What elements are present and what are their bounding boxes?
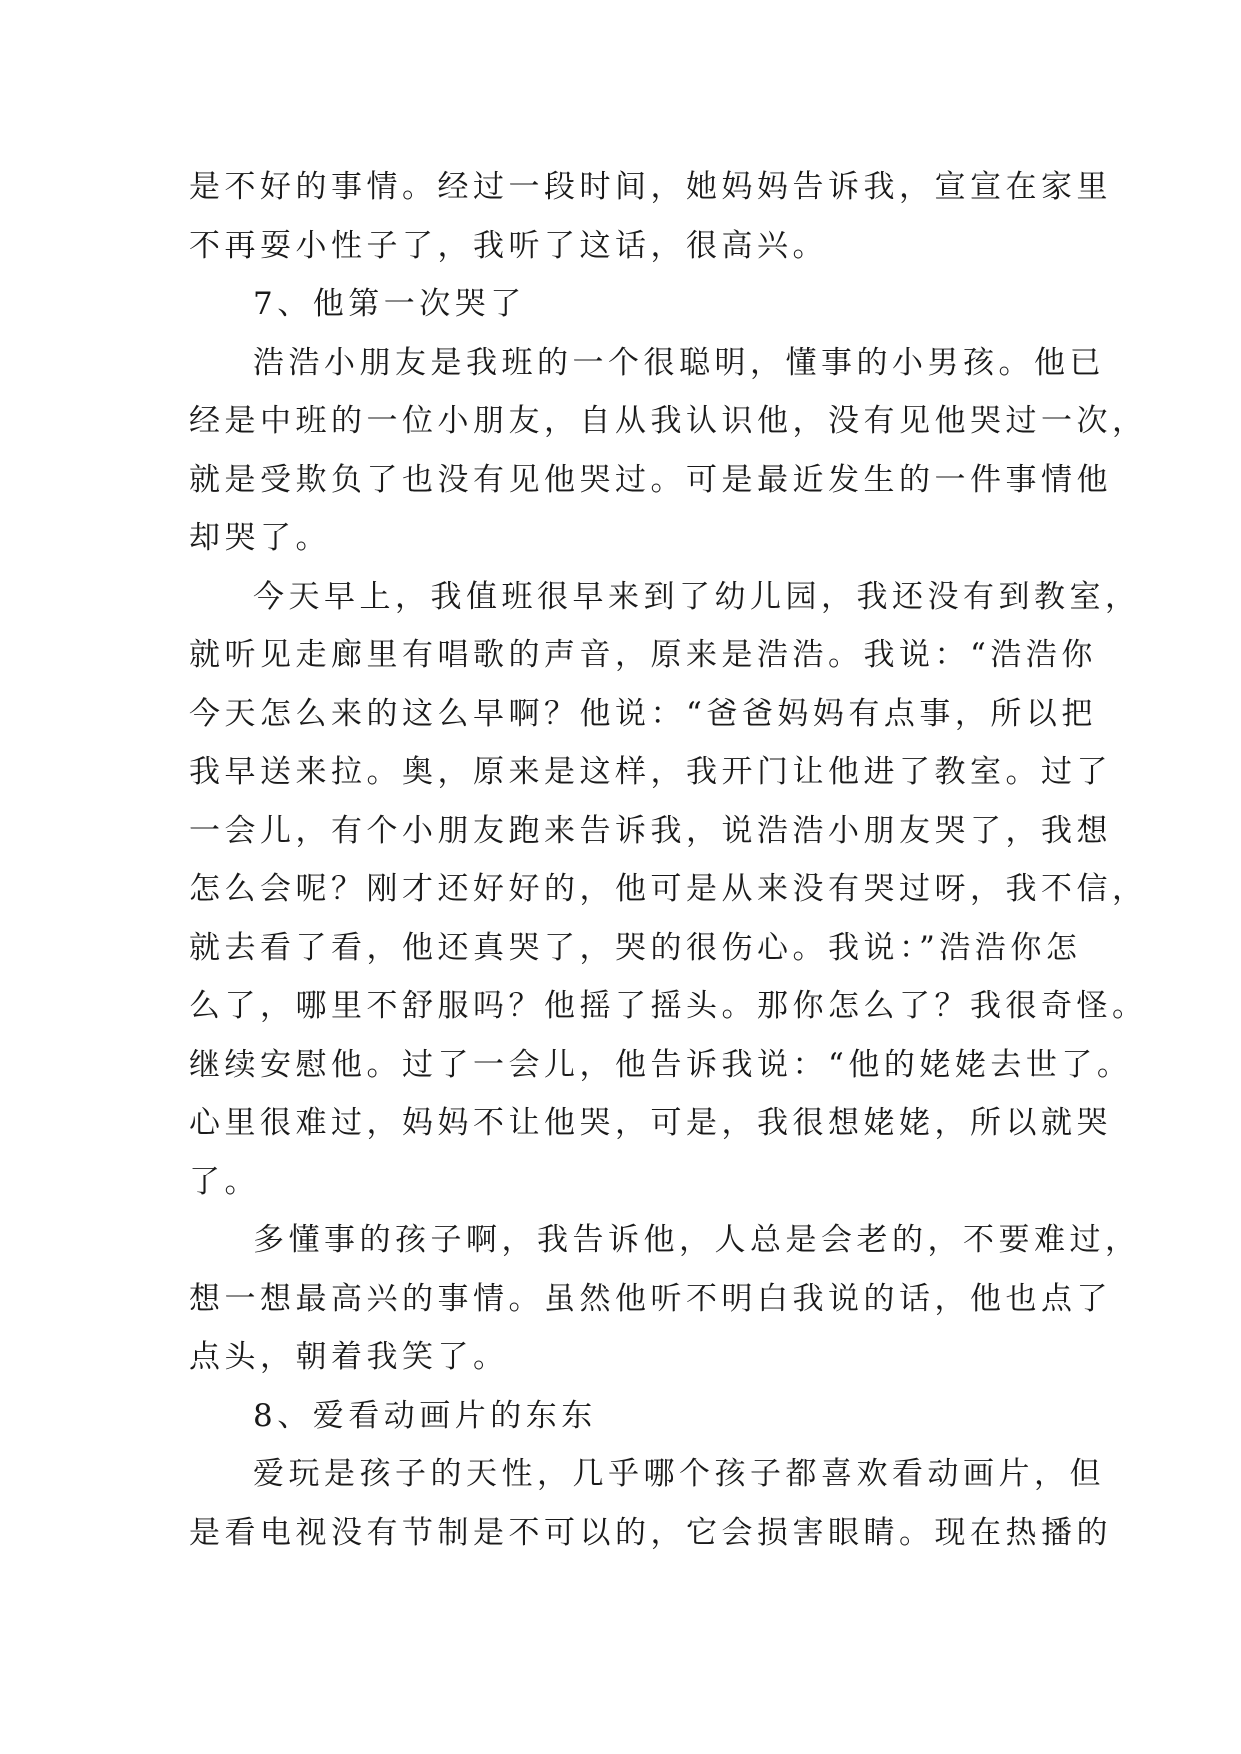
text-line: 就去看了看，他还真哭了，哭的很伤心。我说：”浩浩你怎 xyxy=(189,929,1082,966)
text-line: 就听见走廊里有唱歌的声音，原来是浩浩。我说：“浩浩你 xyxy=(189,637,1097,673)
text-line: 7、他第一次哭了 xyxy=(253,286,526,322)
text-line: 浩浩小朋友是我班的一个很聪明，懂事的小男孩。他已 xyxy=(253,344,1105,381)
text-line: 我早送来拉。奥，原来是这样，我开门让他进了教室。过了 xyxy=(189,754,1112,790)
text-line: 经是中班的一位小朋友，自从我认识他，没有见他哭过一次， xyxy=(189,403,1148,439)
text-line: 了。 xyxy=(189,1163,260,1200)
text-line: 是不好的事情。经过一段时间，她妈妈告诉我，宣宣在家里 xyxy=(189,169,1112,205)
text-line: 就是受欺负了也没有见他哭过。可是最近发生的一件事情他 xyxy=(189,461,1112,498)
text-line: 今天早上，我值班很早来到了幼儿园，我还没有到教室， xyxy=(253,578,1141,615)
text-line: 爱玩是孩子的天性，几乎哪个孩子都喜欢看动画片，但 xyxy=(253,1456,1105,1492)
text-line: 怎么会呢？刚才还好好的，他可是从来没有哭过呀，我不信， xyxy=(189,871,1148,907)
text-line: 想一想最高兴的事情。虽然他听不明白我说的话，他也点了 xyxy=(189,1280,1112,1317)
text-line: 一会儿，有个小朋友跑来告诉我，说浩浩小朋友哭了，我想 xyxy=(189,812,1112,849)
text-line: 么了，哪里不舒服吗？他摇了摇头。那你怎么了？我很奇怪。 xyxy=(189,988,1148,1024)
text-line: 8、爱看动画片的东东 xyxy=(253,1397,597,1434)
text-line: 心里很难过，妈妈不让他哭，可是，我很想姥姥，所以就哭 xyxy=(189,1105,1112,1141)
text-line: 是看电视没有节制是不可以的，它会损害眼睛。现在热播的 xyxy=(189,1514,1112,1551)
text-line: 点头，朝着我笑了。 xyxy=(189,1339,509,1375)
text-line: 多懂事的孩子啊，我告诉他，人总是会老的，不要难过， xyxy=(253,1222,1141,1258)
text-line: 却哭了。 xyxy=(189,520,331,556)
body-text xyxy=(189,158,1148,1562)
text-line: 继续安慰他。过了一会儿，他告诉我说：“他的姥姥去世了。 xyxy=(189,1046,1133,1083)
text-line: 今天怎么来的这么早啊？他说：“爸爸妈妈有点事，所以把 xyxy=(189,695,1097,732)
text-line: 不再耍小性子了，我听了这话，很高兴。 xyxy=(189,227,828,264)
